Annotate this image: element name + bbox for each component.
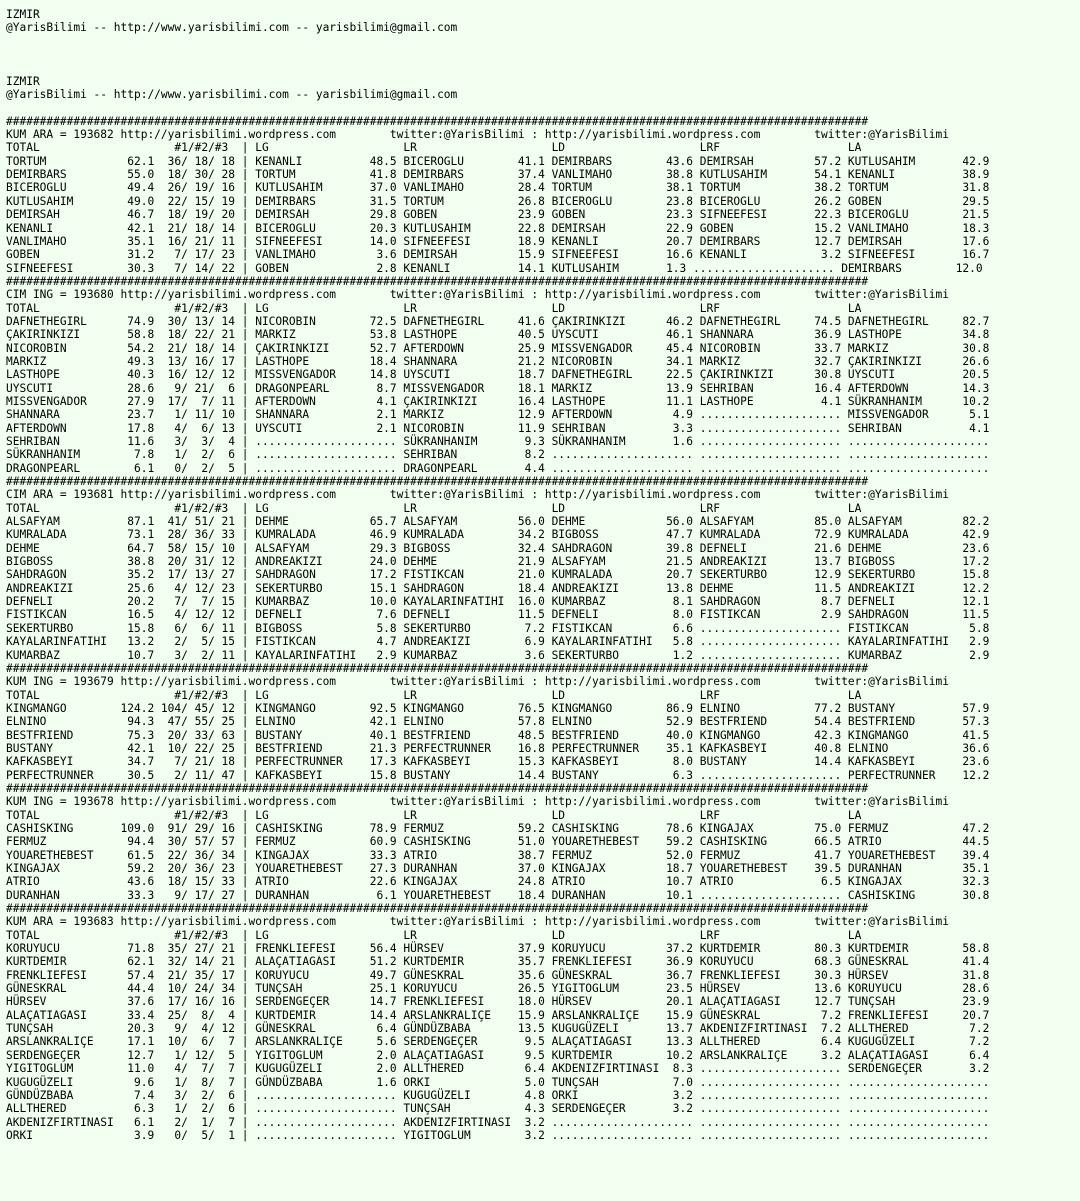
section-header: KUM ING = 193678 http://yarisbilimi.wordpress.com twitter:@YarisBilimi : http://yarisbilimi.wordpress.com twitter:@YarisBilimi [6,795,949,809]
column-header: TOTAL #1/#2/#3 | LG LR LD LRF LA [6,501,862,515]
header-line [6,61,1080,74]
data-row: SHANNARA 23.7 1/ 11/ 10 | SHANNARA 2.1 MARKIZ 12.9 AFTERDOWN 4.9 ..................... MISSVENGADOR 5.1 [6,408,990,422]
data-row: ALAÇATIAGASI 33.4 25/ 8/ 4 | KURTDEMIR 14.4 ARSLANKRALIÇE 15.9 ARSLANKRALIÇE 15.9 GÜNESKRAL 7.2 FRENKLIEFESI 20.7 [6,1008,990,1022]
data-row: KUMRALADA 73.1 28/ 36/ 33 | KUMRALADA 46.9 KUMRALADA 34.2 BIGBOSS 47.7 KUMRALADA 72.9 KUMRALADA 42.9 [6,528,990,542]
data-row: KENANLI 42.1 21/ 18/ 14 | BICEROGLU 20.3 KUTLUSAHIM 22.8 DEMIRSAH 22.9 GOBEN 15.2 VANLIMAHO 18.3 [6,221,990,235]
section-header: CIM ING = 193680 http://yarisbilimi.wordpress.com twitter:@YarisBilimi : http://yarisbilimi.wordpress.com twitter:@YarisBilimi [6,288,949,302]
section-header: KUM ARA = 193682 http://yarisbilimi.wordpress.com twitter:@YarisBilimi : http://yarisbilimi.wordpress.com twitter:@YarisBilimi [6,128,949,142]
column-header: TOTAL #1/#2/#3 | LG LR LD LRF LA [6,301,862,315]
column-header: TOTAL #1/#2/#3 | LG LR LD LRF LA [6,141,862,155]
data-row: ORKI 3.9 0/ 5/ 1 | ..................... YIGITOGLUM 3.2 ..................... ..................... ..................... [6,1128,990,1142]
column-header: TOTAL #1/#2/#3 | LG LR LD LRF LA [6,928,862,942]
data-row: CASHISKING 109.0 91/ 29/ 16 | CASHISKING 78.9 FERMUZ 59.2 CASHISKING 78.6 KINGAJAX 75.0 FERMUZ 47.2 [6,821,990,835]
data-row: ELNINO 94.3 47/ 55/ 25 | ELNINO 42.1 ELNINO 57.8 ELNINO 52.9 BESTFRIEND 54.4 BESTFRIEND 57.3 [6,715,990,729]
data-row: ÇAKIRINKIZI 58.8 18/ 22/ 21 | MARKIZ 53.8 LASTHOPE 40.5 UYSCUTI 46.1 SHANNARA 36.9 LASTHOPE 34.8 [6,328,990,342]
data-row: YIGITOGLUM 11.0 4/ 7/ 7 | KUGUGÜZELI 2.0 ALLTHERED 6.4 AKDENIZFIRTINASI 8.3 ..................... SERDENGEÇER 3.2 [6,1062,990,1076]
data-row: SÜKRANHANIM 7.8 1/ 2/ 6 | ..................... SEHRIBAN 8.2 ..................... ..................... ..................... [6,448,990,462]
header-line: @YarisBilimi -- http://www.yarisbilimi.com -- yarisbilimi@gmail.com [6,21,458,35]
column-header: TOTAL #1/#2/#3 | LG LR LD LRF LA [6,688,862,702]
section-separator: ################################################################################################################################ [6,661,869,675]
section-header: CIM ARA = 193681 http://yarisbilimi.wordpress.com twitter:@YarisBilimi : http://yarisbilimi.wordpress.com twitter:@YarisBilimi [6,488,949,502]
data-row: TUNÇSAH 20.3 9/ 4/ 12 | GÜNESKRAL 6.4 GÜNDÜZBABA 13.5 KUGUGÜZELI 13.7 AKDENIZFIRTINASI 7.2 ALLTHERED 7.2 [6,1022,990,1036]
header-line [6,101,1080,114]
data-row: KAFKASBEYI 34.7 7/ 21/ 18 | PERFECTRUNNER 17.3 KAFKASBEYI 15.3 KAFKASBEYI 8.0 BUSTANY 14.4 KAFKASBEYI 23.6 [6,755,990,769]
data-row: LASTHOPE 40.3 16/ 12/ 12 | MISSVENGADOR 14.8 UYSCUTI 18.7 DAFNETHEGIRL 22.5 ÇAKIRINKIZI 30.8 UYSCUTI 20.5 [6,368,990,382]
data-row: SAHDRAGON 35.2 17/ 13/ 27 | SAHDRAGON 17.2 FISTIKCAN 21.0 KUMRALADA 20.7 SEKERTURBO 12.9 SEKERTURBO 15.8 [6,568,990,582]
data-row: KORUYUCU 71.8 35/ 27/ 21 | FRENKLIEFESI 56.4 HÜRSEV 37.9 KORUYUCU 37.2 KURTDEMIR 80.3 KURTDEMIR 58.8 [6,942,990,956]
data-row: KUTLUSAHIM 49.0 22/ 15/ 19 | DEMIRBARS 31.5 TORTUM 26.8 BICEROGLU 23.8 BICEROGLU 26.2 GOBEN 29.5 [6,194,990,208]
section-header: KUM ING = 193679 http://yarisbilimi.wordpress.com twitter:@YarisBilimi : http://yarisbilimi.wordpress.com twitter:@YarisBilimi [6,675,949,689]
data-row: DEMIRBARS 55.0 18/ 30/ 28 | TORTUM 41.8 DEMIRBARS 37.4 VANLIMAHO 38.8 KUTLUSAHIM 54.1 KENANLI 38.9 [6,168,990,182]
data-row: KINGAJAX 59.2 20/ 36/ 23 | YOUARETHEBEST 27.3 DURANHAN 37.0 KINGAJAX 18.7 YOUARETHEBEST 39.5 DURANHAN 35.1 [6,862,990,875]
data-row: BICEROGLU 49.4 26/ 19/ 16 | KUTLUSAHIM 37.0 VANLIMAHO 28.4 TORTUM 38.1 TORTUM 38.2 TORTUM 31.8 [6,181,990,195]
data-row: DAFNETHEGIRL 74.9 30/ 13/ 14 | NICOROBIN 72.5 DAFNETHEGIRL 41.6 ÇAKIRINKIZI 46.2 DAFNETHEGIRL 74.5 DAFNETHEGIRL 82.7 [6,314,990,328]
data-row: GÜNDÜZBABA 7.4 3/ 2/ 6 | ..................... KUGUGÜZELI 4.8 ORKI 3.2 ..................... ..................... [6,1088,990,1102]
data-row: ALSAFYAM 87.1 41/ 51/ 21 | DEHME 65.7 ALSAFYAM 56.0 DEHME 56.0 ALSAFYAM 85.0 ALSAFYAM 82.2 [6,515,990,529]
data-row: FISTIKCAN 16.5 4/ 12/ 12 | DEFNELI 7.6 DEFNELI 11.5 DEFNELI 8.0 FISTIKCAN 2.9 SAHDRAGON 11.5 [6,608,990,622]
header-line: @YarisBilimi -- http://www.yarisbilimi.com -- yarisbilimi@gmail.com [6,88,458,102]
data-row: TORTUM 62.1 36/ 18/ 18 | KENANLI 48.5 BICEROGLU 41.1 DEMIRBARS 43.6 DEMIRSAH 57.2 KUTLUSAHIM 42.9 [6,154,990,168]
data-row: BIGBOSS 38.8 20/ 31/ 12 | ANDREAKIZI 24.0 DEHME 21.9 ALSAFYAM 21.5 ANDREAKIZI 13.7 BIGBOSS 17.2 [6,555,990,569]
data-row: DEHME 64.7 58/ 15/ 10 | ALSAFYAM 29.3 BIGBOSS 32.4 SAHDRAGON 39.8 DEFNELI 21.6 DEHME 23.6 [6,541,990,555]
section-separator: ################################################################################################################################ [6,475,869,489]
data-row: FERMUZ 94.4 30/ 57/ 57 | FERMUZ 60.9 CASHISKING 51.0 YOUARETHEBEST 59.2 CASHISKING 66.5 ATRIO 44.5 [6,835,990,849]
data-row: DEMIRSAH 46.7 18/ 19/ 20 | DEMIRSAH 29.8 GOBEN 23.9 GOBEN 23.3 SIFNEEFESI 22.3 BICEROGLU 21.5 [6,208,990,222]
section-separator: ################################################################################################################################ [6,902,869,916]
data-row: SEKERTURBO 15.8 6/ 6/ 11 | BIGBOSS 5.8 SEKERTURBO 7.2 FISTIKCAN 6.6 ..................... FISTIKCAN 5.8 [6,621,990,635]
data-row: VANLIMAHO 35.1 16/ 21/ 11 | SIFNEEFESI 14.0 SIFNEEFESI 18.9 KENANLI 20.7 DEMIRBARS 12.7 DEMIRSAH 17.6 [6,234,990,248]
section-separator: ################################################################################################################################ [6,114,869,128]
section-separator: ################################################################################################################################ [6,781,869,795]
data-row: SERDENGEÇER 12.7 1/ 12/ 5 | YIGITOGLUM 2.0 ALAÇATIAGASI 9.5 KURTDEMIR 10.2 ARSLANKRALIÇE 3.2 ALAÇATIAGASI 6.4 [6,1048,990,1062]
data-row: SIFNEEFESI 30.3 7/ 14/ 22 | GOBEN 2.8 KENANLI 14.1 KUTLUSAHIM 1.3 ..................... DEMIRBARS 12.0 [6,261,983,275]
data-row: MISSVENGADOR 27.9 17/ 7/ 11 | AFTERDOWN 4.1 ÇAKIRINKIZI 16.4 LASTHOPE 11.1 LASTHOPE 4.1 SÜKRANHANIM 10.2 [6,394,990,408]
data-row: BUSTANY 42.1 10/ 22/ 25 | BESTFRIEND 21.3 PERFECTRUNNER 16.8 PERFECTRUNNER 35.1 KAFKASBEYI 40.8 ELNINO 36.6 [6,741,990,755]
data-row: KUGUGÜZELI 9.6 1/ 8/ 7 | GÜNDÜZBABA 1.6 ORKI 5.0 TUNÇSAH 7.0 ..................... ..................... [6,1075,990,1089]
data-row: GÜNESKRAL 44.4 10/ 24/ 34 | TUNÇSAH 25.1 KORUYUCU 26.5 YIGITOGLUM 23.5 HÜRSEV 13.6 KORUYUCU 28.6 [6,982,990,996]
data-row: SEHRIBAN 11.6 3/ 3/ 4 | ..................... SÜKRANHANIM 9.3 SÜKRANHANIM 1.6 ..................... ..................... [6,435,990,448]
data-row: ARSLANKRALIÇE 17.1 10/ 6/ 7 | ARSLANKRALIÇE 5.6 SERDENGEÇER 9.5 ALAÇATIAGASI 13.3 ALLTHERED 6.4 KUGUGÜZELI 7.2 [6,1035,990,1049]
data-row: MARKIZ 49.3 13/ 16/ 17 | LASTHOPE 18.4 SHANNARA 21.2 NICOROBIN 34.1 MARKIZ 32.7 ÇAKIRINKIZI 26.6 [6,354,990,368]
data-row: UYSCUTI 28.6 9/ 21/ 6 | DRAGONPEARL 8.7 MISSVENGADOR 18.1 MARKIZ 13.9 SEHRIBAN 16.4 AFTERDOWN 14.3 [6,381,990,395]
data-row: ANDREAKIZI 25.6 4/ 12/ 23 | SEKERTURBO 15.1 SAHDRAGON 18.4 ANDREAKIZI 13.8 DEHME 11.5 ANDREAKIZI 12.2 [6,581,990,595]
data-row: FRENKLIEFESI 57.4 21/ 35/ 17 | KORUYUCU 49.7 GÜNESKRAL 35.6 GÜNESKRAL 36.7 FRENKLIEFESI 30.3 HÜRSEV 31.8 [6,968,990,982]
header-line: IZMIR [6,8,40,21]
data-row: KUMARBAZ 10.7 3/ 2/ 11 | KAYALARINFATIHI 2.9 KUMARBAZ 3.6 SEKERTURBO 1.2 ..................... KUMARBAZ 2.9 [6,648,990,662]
data-row: KURTDEMIR 62.1 32/ 14/ 21 | ALAÇATIAGASI 51.2 KURTDEMIR 35.7 FRENKLIEFESI 36.9 KORUYUCU 68.3 GÜNESKRAL 41.4 [6,955,990,969]
data-row: ATRIO 43.6 18/ 15/ 33 | ATRIO 22.6 KINGAJAX 24.8 ATRIO 10.7 ATRIO 6.5 KINGAJAX 32.3 [6,875,990,889]
data-row: DURANHAN 33.3 9/ 17/ 27 | DURANHAN 6.1 YOUARETHEBEST 18.4 DURANHAN 10.1 ..................... CASHISKING 30.8 [6,888,990,902]
data-row: DEFNELI 20.2 7/ 7/ 15 | KUMARBAZ 10.0 KAYALARINFATIHI 16.0 KUMARBAZ 8.1 SAHDRAGON 8.7 DEFNELI 12.1 [6,595,990,609]
header-line: IZMIR [6,74,40,88]
header-line [6,35,1080,48]
data-row: GOBEN 31.2 7/ 17/ 23 | VANLIMAHO 3.6 DEMIRSAH 15.9 SIFNEEFESI 16.6 KENANLI 3.2 SIFNEEFESI 16.7 [6,248,990,262]
data-row: NICOROBIN 54.2 21/ 18/ 14 | ÇAKIRINKIZI 52.7 AFTERDOWN 25.9 MISSVENGADOR 45.4 NICOROBIN 33.7 MARKIZ 30.8 [6,341,990,355]
header-line [6,48,1080,61]
data-row: AKDENIZFIRTINASI 6.1 2/ 1/ 7 | ..................... AKDENIZFIRTINASI 3.2 ..................... ..................... ..................... [6,1115,990,1129]
data-row: PERFECTRUNNER 30.5 2/ 11/ 47 | KAFKASBEYI 15.8 BUSTANY 14.4 BUSTANY 6.3 ..................... PERFECTRUNNER 12.2 [6,768,990,782]
column-header: TOTAL #1/#2/#3 | LG LR LD LRF LA [6,808,862,822]
section-header: KUM ARA = 193683 http://yarisbilimi.wordpress.com twitter:@YarisBilimi : http://yarisbilimi.wordpress.com twitter:@YarisBilimi [6,915,949,929]
data-row: BESTFRIEND 75.3 20/ 33/ 63 | BUSTANY 40.1 BESTFRIEND 48.5 BESTFRIEND 40.0 KINGMANGO 42.3 KINGMANGO 41.5 [6,728,990,742]
section-separator: ################################################################################################################################ [6,274,869,288]
data-row: AFTERDOWN 17.8 4/ 6/ 13 | UYSCUTI 2.1 NICOROBIN 11.9 SEHRIBAN 3.3 ..................... SEHRIBAN 4.1 [6,421,990,435]
data-row: HÜRSEV 37.6 17/ 16/ 16 | SERDENGEÇER 14.7 FRENKLIEFESI 18.0 HÜRSEV 20.1 ALAÇATIAGASI 12.7 TUNÇSAH 23.9 [6,995,990,1009]
data-row: DRAGONPEARL 6.1 0/ 2/ 5 | ..................... DRAGONPEARL 4.4 ..................... ..................... ..................... [6,461,990,475]
data-row: KINGMANGO 124.2 104/ 45/ 12 | KINGMANGO 92.5 KINGMANGO 76.5 KINGMANGO 86.9 ELNINO 77.2 BUSTANY 57.9 [6,701,990,715]
data-row: KAYALARINFATIHI 13.2 2/ 5/ 15 | FISTIKCAN 4.7 ANDREAKIZI 6.9 KAYALARINFATIHI 5.8 ..................... KAYALARINFATIHI 2.9 [6,635,990,649]
data-row: YOUARETHEBEST 61.5 22/ 36/ 34 | KINGAJAX 33.3 ATRIO 38.7 FERMUZ 52.0 FERMUZ 41.7 YOUARETHEBEST 39.4 [6,848,990,862]
data-row: ALLTHERED 6.3 1/ 2/ 6 | ..................... TUNÇSAH 4.3 SERDENGEÇER 3.2 ..................... ..................... [6,1102,990,1116]
